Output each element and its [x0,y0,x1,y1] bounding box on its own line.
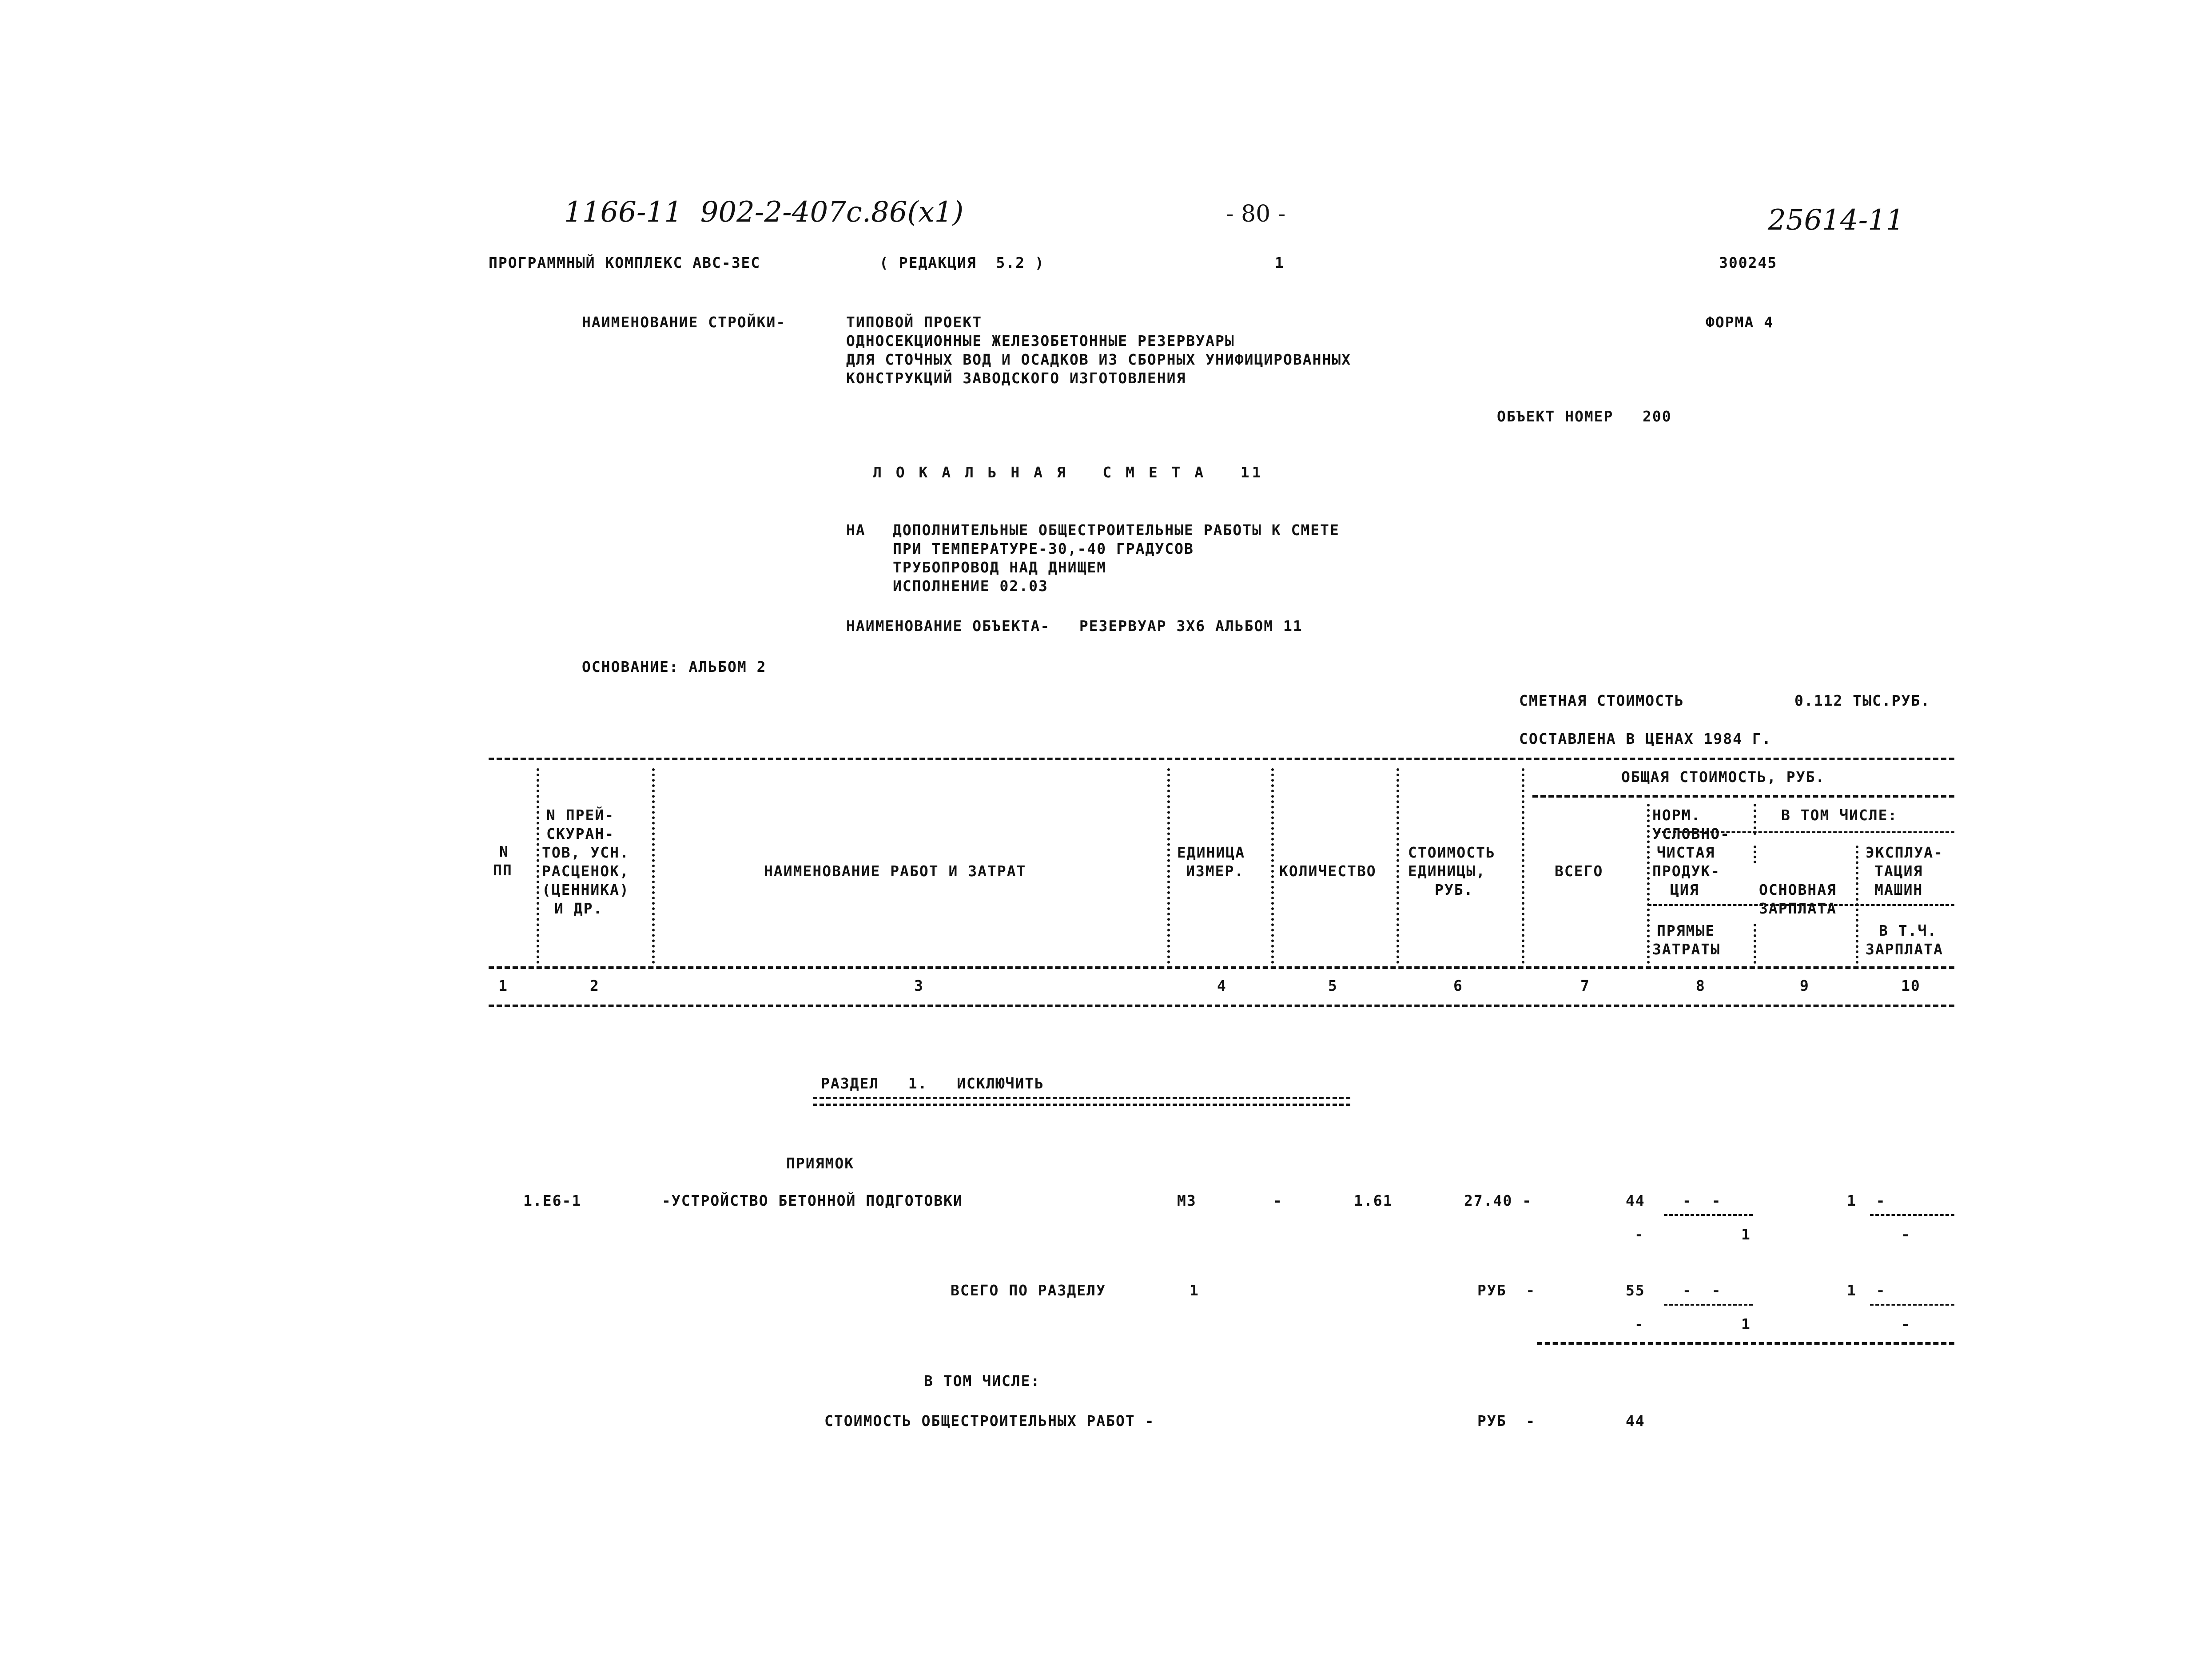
section-total-label: ВСЕГО ПО РАЗДЕЛУ [951,1282,1106,1299]
estimate-title: Л О К А Л Ь Н А Я С М Е Т А 11 [873,464,1264,481]
basis: ОСНОВАНИЕ: АЛЬБОМ 2 [582,658,767,675]
header-machines: ЭКСПЛУА- [1866,844,1943,861]
column-number: 6 [1453,977,1463,994]
document-code: 300245 [1719,254,1778,271]
header-salary: ОСНОВНАЯ [1759,881,1837,898]
row-machines: 1 - [1847,1192,1886,1209]
header-norm: ЦИЯ [1670,881,1699,898]
header-unit: ЕДИНИЦА [1177,844,1245,861]
column-number: 7 [1580,977,1590,994]
header-norm: УСЛОВНО- [1652,825,1730,842]
header-unit-cost: СТОИМОСТЬ [1408,844,1496,861]
column-divider [1754,846,1756,863]
form-number: ФОРМА 4 [1706,314,1774,331]
column-number: 1 [498,977,508,994]
header-code: ТОВ, УСН. [542,844,629,861]
row-sub-machines: - [1901,1226,1911,1243]
subtotal-rule [1664,1214,1753,1216]
column-divider [1647,804,1650,964]
header-direct: ЗАТРАТЫ [1652,941,1721,958]
header-unit-cost: ЕДИНИЦЫ, [1408,862,1486,880]
header-total: ВСЕГО [1555,862,1603,880]
group-title: ПРИЯМОК [786,1155,855,1172]
header-machines-salary: ЗАРПЛАТА [1866,941,1943,958]
row-quantity: 1.61 [1354,1192,1393,1209]
section-total-norm: - - [1683,1282,1722,1299]
page-number: - 80 - [1226,201,1286,227]
subtotal-rule [1664,1304,1753,1306]
works-line: ТРУБОПРОВОД НАД ДНИЩЕМ [893,559,1107,576]
header-unit: ИЗМЕР. [1186,862,1245,880]
including-line: СТОИМОСТЬ ОБЩЕСТРОИТЕЛЬНЫХ РАБОТ - [824,1412,1155,1430]
including-unit: РУБ - [1477,1412,1536,1430]
section-total-unit: РУБ - [1477,1282,1536,1299]
program-name: ПРОГРАММНЫЙ КОМПЛЕКС АВС-3ЕС [489,254,761,271]
header-code: (ЦЕННИКА) [542,881,629,898]
price-level: СОСТАВЛЕНА В ЦЕНАХ 1984 Г. [1519,730,1772,747]
header-machines: ТАЦИЯ [1874,862,1923,880]
column-divider [652,768,655,964]
column-divider [1271,768,1274,964]
column-number: 3 [914,977,924,994]
header-code: И ДР. [554,900,603,917]
column-divider [1167,768,1170,964]
header-total-group: ОБЩАЯ СТОИМОСТЬ, РУБ. [1621,768,1826,786]
column-divider [1754,924,1756,964]
section-total-sub-salary: 1 [1741,1315,1751,1333]
construction-line: ТИПОВОЙ ПРОЕКТ [846,314,983,331]
header-norm: ЧИСТАЯ [1657,844,1715,861]
header-n: ПП [493,862,513,879]
row-name: -УСТРОЙСТВО БЕТОННОЙ ПОДГОТОВКИ [662,1192,963,1209]
row-dash: - [1273,1192,1283,1209]
row-sub-total: - [1635,1226,1644,1243]
row-sub-salary: 1 [1741,1226,1751,1243]
row-unit-cost: 27.40 - [1464,1192,1532,1209]
column-number: 9 [1800,977,1810,994]
object-number: ОБЪЕКТ НОМЕР 200 [1497,408,1672,425]
section-total-sub-machines: - [1901,1315,1911,1333]
construction-line: КОНСТРУКЦИЙ ЗАВОДСКОГО ИЗГОТОВЛЕНИЯ [846,369,1186,387]
table-group-rule [1532,795,1954,798]
row-unit: М3 [1177,1192,1197,1209]
column-number: 10 [1901,977,1921,994]
header-code: РАСЦЕНОК, [542,862,629,880]
object-name: НАИМЕНОВАНИЕ ОБЪЕКТА- РЕЗЕРВУАР 3Х6 АЛЬБОМ 11 [846,617,1303,635]
header-direct: ПРЯМЫЕ [1657,922,1715,939]
construction-label: НАИМЕНОВАНИЕ СТРОЙКИ- [582,314,786,331]
header-including: В ТОМ ЧИСЛЕ: [1781,806,1898,824]
column-divider [1856,846,1858,964]
section-total-sub: - [1635,1315,1644,1333]
column-divider [1396,768,1399,964]
row-code: 1.Е6-1 [523,1192,582,1209]
column-divider [1522,768,1524,964]
header-quantity: КОЛИЧЕСТВО [1279,862,1377,880]
section-total-machines: 1 - [1847,1282,1886,1299]
works-line: ИСПОЛНЕНИЕ 02.03 [893,577,1048,595]
section-total-value: 55 [1626,1282,1645,1299]
construction-line: ДЛЯ СТОЧНЫХ ВОД И ОСАДКОВ ИЗ СБОРНЫХ УНИФИЦИРОВАННЫХ [846,351,1352,368]
section-total-rule [1537,1342,1954,1345]
estimated-cost-label: СМЕТНАЯ СТОИМОСТЬ [1519,692,1684,709]
row-total: 44 [1626,1192,1645,1209]
handwritten-archive-number: 25614-11 [1768,204,1904,237]
header-salary: ЗАРПЛАТА [1759,900,1837,917]
section-total-number: 1 [1190,1282,1199,1299]
header-n: N [499,843,509,860]
estimated-cost-value: 0.112 ТЫС.РУБ. [1794,692,1931,709]
header-machines-salary: В Т.Ч. [1879,922,1937,939]
column-number: 2 [590,977,600,994]
table-top-rule [489,758,1954,760]
program-edition: ( РЕДАКЦИЯ 5.2 ) [879,254,1045,271]
column-number: 5 [1328,977,1338,994]
column-number: 4 [1217,977,1227,994]
row-norm: - - [1683,1192,1722,1209]
works-prefix: НА [846,521,866,539]
section-title-underline [813,1097,1350,1106]
column-divider [1754,804,1756,835]
construction-line: ОДНОСЕКЦИОННЫЕ ЖЕЛЕЗОБЕТОННЫЕ РЕЗЕРВУАРЫ [846,332,1235,349]
section-title: РАЗДЕЛ 1. ИСКЛЮЧИТЬ [821,1075,1044,1092]
subtotal-rule [1870,1304,1954,1306]
works-line: ПРИ ТЕМПЕРАТУРЕ-30,-40 ГРАДУСОВ [893,540,1194,557]
works-line: ДОПОЛНИТЕЛЬНЫЕ ОБЩЕСТРОИТЕЛЬНЫЕ РАБОТЫ К СМЕТЕ [893,521,1340,539]
column-divider [537,768,539,964]
header-name: НАИМЕНОВАНИЕ РАБОТ И ЗАТРАТ [764,862,1026,880]
sheet-number: 1 [1275,254,1285,271]
header-code: N ПРЕЙ- [546,806,615,824]
header-machines: МАШИН [1874,881,1923,898]
subtotal-rule [1870,1214,1954,1216]
header-unit-cost: РУБ. [1435,881,1474,898]
header-norm: ПРОДУК- [1652,862,1721,880]
handwritten-doc-number: 1166-11 902-2-407с.86(x1) [564,196,964,229]
table-bottom-rule [489,1005,1954,1007]
header-code: СКУРАН- [546,825,615,842]
including-value: 44 [1626,1412,1645,1430]
header-norm: НОРМ. [1652,806,1701,824]
column-number: 8 [1696,977,1706,994]
including-label: В ТОМ ЧИСЛЕ: [924,1372,1041,1390]
table-header-rule [489,966,1954,969]
